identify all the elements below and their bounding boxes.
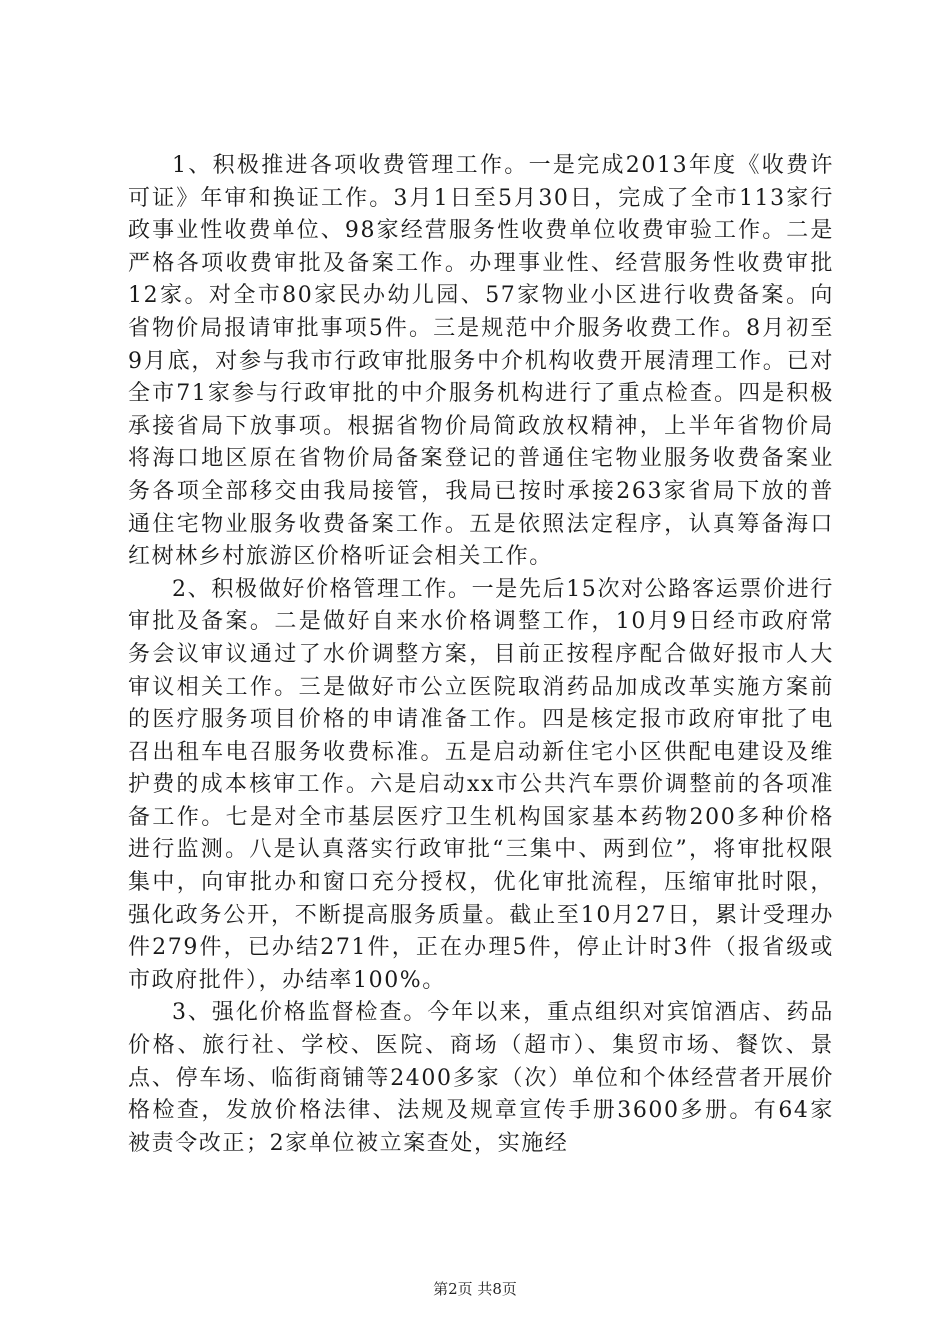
document-body (128, 150, 834, 1160)
paragraph-price-management: 2、积极做好价格管理工作。一是先后15次对公路客运票价进行审批及备案。二是做好自来水价格调整工作，10月9日经市政府常务会议审议通过了水价调整方案，目前正按程序配合做好报市人大审议相关工作。三是做好市公立医院取消药品加成改革实施方案前的医疗服务项目价格的申请准备工作。四是核定报市政府审批了电召出租车电召服务收费标准。五是启动新住宅小区供配电建设及维护费的成本核审工作。六是启动xx市公共汽车票价调整前的各项准备工作。七是对全市基层医疗卫生机构国家基本药物200多种价格进行监测。八是认真落实行政审批“三集中、两到位”，将审批权限集中，向审批办和窗口充分授权，优化审批流程，压缩审批时限，强化政务公开，不断提高服务质量。截止至10月27日，累计受理办件279件，已办结271件，正在办理5件，停止计时3件（报省级或市政府批件），办结率100%。 (128, 576, 834, 993)
page-footer: 第2页 共8页 (433, 1280, 517, 1298)
paragraph-price-supervision: 3、强化价格监督检查。今年以来，重点组织对宾馆酒店、药品价格、旅行社、学校、医院、商场（超市）、集贸市场、餐饮、景点、停车场、临街商铺等2400多家（次）单位和个体经营者开展价格检查，发放价格法律、法规及规章宣传手册3600多册。有64家被责令改正；2家单位被立案查处，实施经 (128, 1000, 834, 1156)
paragraph-fee-management: 1、积极推进各项收费管理工作。一是完成2013年度《收费许可证》年审和换证工作。3月1日至5月30日，完成了全市113家行政事业性收费单位、98家经营服务性收费单位收费审验工作。二是严格各项收费审批及备案工作。办理事业性、经营服务性收费审批12家。对全市80家民办幼儿园、57家物业小区进行收费备案。向省物价局报请审批事项5件。三是规范中介服务收费工作。8月初至9月底，对参与我市行政审批服务中介机构收费开展清理工作。已对全市71家参与行政审批的中介服务机构进行了重点检查。四是积极承接省局下放事项。根据省物价局简政放权精神，上半年省物价局将海口地区原在省物价局备案登记的普通住宅物业服务收费备案业务各项全部移交由我局接管，我局已按时承接263家省局下放的普通住宅物业服务收费备案工作。五是依照法定程序，认真筹备海口红树林乡村旅游区价格听证会相关工作。 (128, 153, 834, 570)
